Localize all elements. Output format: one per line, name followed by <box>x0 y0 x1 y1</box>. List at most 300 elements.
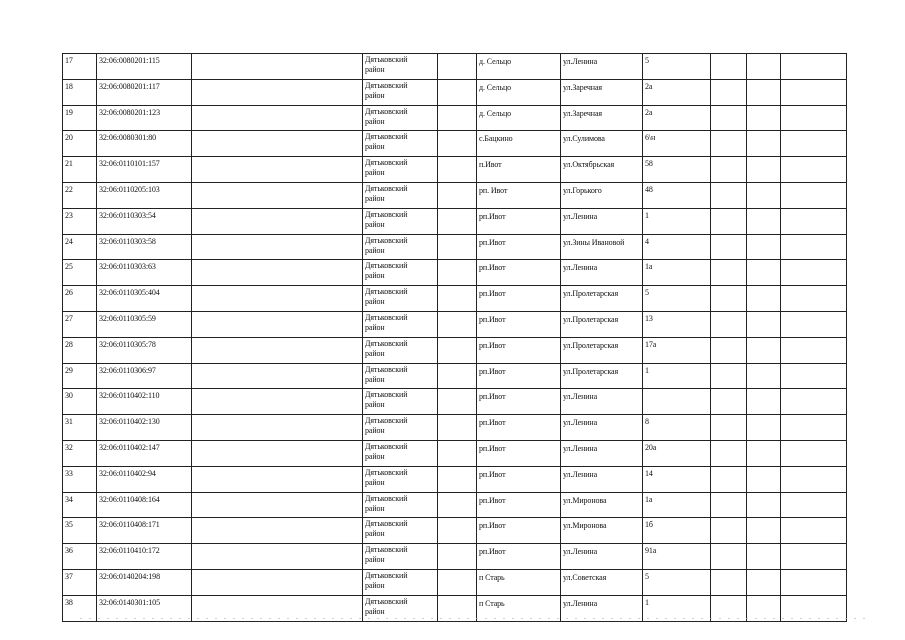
empty-cell <box>438 569 477 595</box>
district-cell <box>363 286 438 312</box>
scan-artifact-line <box>80 618 870 619</box>
district-cell <box>363 544 438 570</box>
district-name: Дятьковский <box>365 106 408 116</box>
district-suffix: район <box>365 451 385 461</box>
cadastral-number-cell: 32:06:0110402:94 <box>97 466 192 492</box>
locality-cell: рп.Ивот <box>477 234 561 260</box>
street-cell: ул.Ленина <box>561 208 643 234</box>
empty-cell <box>747 105 781 131</box>
cadastral-number-cell: 32:06:0110410:172 <box>97 544 192 570</box>
row-number-cell: 35 <box>63 518 97 544</box>
locality-cell: рп.Ивот <box>477 363 561 389</box>
district-name: Дятьковский <box>365 390 408 400</box>
empty-cell <box>781 234 847 260</box>
row-number-cell: 30 <box>63 389 97 415</box>
district-suffix: район <box>365 400 385 410</box>
district-cell <box>363 466 438 492</box>
district-cell <box>363 131 438 157</box>
locality-cell: рп.Ивот <box>477 466 561 492</box>
cadastral-number-cell: 32:06:0140204:198 <box>97 569 192 595</box>
house-number-cell: 91а <box>643 544 711 570</box>
table-row <box>63 182 847 208</box>
locality-cell: рп.Ивот <box>477 208 561 234</box>
locality-cell: рп.Ивот <box>477 260 561 286</box>
table-row <box>63 260 847 286</box>
cadastral-number-cell: 32:06:0110303:58 <box>97 234 192 260</box>
empty-cell <box>781 518 847 544</box>
cadastral-number-cell: 32:06:0110402:130 <box>97 415 192 441</box>
district-cell <box>363 440 438 466</box>
district-suffix: район <box>365 477 385 487</box>
district-suffix: район <box>365 555 385 565</box>
row-number-cell: 31 <box>63 415 97 441</box>
empty-cell <box>781 569 847 595</box>
empty-cell <box>192 131 363 157</box>
district-suffix: район <box>365 193 385 203</box>
empty-cell <box>747 286 781 312</box>
empty-cell <box>711 466 747 492</box>
locality-cell: рп.Ивот <box>477 311 561 337</box>
house-number-cell: 1а <box>643 492 711 518</box>
empty-cell <box>747 440 781 466</box>
district-name: Дятьковский <box>365 235 408 245</box>
locality-cell: рп.Ивот <box>477 415 561 441</box>
locality-cell: рп. Ивот <box>477 182 561 208</box>
empty-cell <box>781 157 847 183</box>
empty-cell <box>781 260 847 286</box>
empty-cell <box>438 415 477 441</box>
empty-cell <box>192 105 363 131</box>
district-name: Дятьковский <box>365 364 408 374</box>
empty-cell <box>747 260 781 286</box>
house-number-cell: 1а <box>643 260 711 286</box>
district-cell <box>363 260 438 286</box>
empty-cell <box>711 131 747 157</box>
empty-cell <box>192 363 363 389</box>
district-name: Дятьковский <box>365 261 408 271</box>
district-cell <box>363 363 438 389</box>
cadastral-number-cell: 32:06:0080201:117 <box>97 79 192 105</box>
district-suffix: район <box>365 245 385 255</box>
table-row <box>63 286 847 312</box>
empty-cell <box>747 131 781 157</box>
empty-cell <box>438 466 477 492</box>
house-number-cell: 13 <box>643 311 711 337</box>
empty-cell <box>711 234 747 260</box>
district-suffix: район <box>365 271 385 281</box>
table-row <box>63 389 847 415</box>
empty-cell <box>747 208 781 234</box>
district-suffix: район <box>365 65 385 74</box>
empty-cell <box>747 415 781 441</box>
cadastral-number-cell: 32:06:0110305:78 <box>97 337 192 363</box>
empty-cell <box>747 234 781 260</box>
district-cell <box>363 337 438 363</box>
empty-cell <box>781 54 847 80</box>
house-number-cell: 5 <box>643 569 711 595</box>
empty-cell <box>711 54 747 80</box>
empty-cell <box>438 234 477 260</box>
house-number-cell: 48 <box>643 182 711 208</box>
street-cell: ул.Сулимова <box>561 131 643 157</box>
district-suffix: район <box>365 219 385 229</box>
table-row <box>63 54 847 80</box>
empty-cell <box>781 311 847 337</box>
empty-cell <box>192 518 363 544</box>
row-number-cell: 28 <box>63 337 97 363</box>
district-cell <box>363 569 438 595</box>
district-name: Дятьковский <box>365 312 408 322</box>
district-name: Дятьковский <box>365 519 408 529</box>
empty-cell <box>711 337 747 363</box>
empty-cell <box>711 79 747 105</box>
row-number-cell: 23 <box>63 208 97 234</box>
empty-cell <box>747 569 781 595</box>
row-number-cell: 32 <box>63 440 97 466</box>
table-row <box>63 131 847 157</box>
locality-cell: рп.Ивот <box>477 518 561 544</box>
table-row <box>63 466 847 492</box>
empty-cell <box>192 544 363 570</box>
cadastral-number-cell: 32:06:0110303:63 <box>97 260 192 286</box>
cadastral-number-cell: 32:06:0080201:123 <box>97 105 192 131</box>
street-cell: ул.Миронова <box>561 518 643 544</box>
empty-cell <box>438 337 477 363</box>
table-row <box>63 208 847 234</box>
cadastral-number-cell: 32:06:0140301:105 <box>97 595 192 621</box>
empty-cell <box>711 157 747 183</box>
street-cell: ул.Горького <box>561 182 643 208</box>
table-row <box>63 105 847 131</box>
empty-cell <box>711 389 747 415</box>
empty-cell <box>781 492 847 518</box>
empty-cell <box>438 79 477 105</box>
empty-cell <box>711 569 747 595</box>
house-number-cell: 5 <box>643 54 711 80</box>
empty-cell <box>438 208 477 234</box>
district-suffix: район <box>365 529 385 539</box>
empty-cell <box>747 157 781 183</box>
empty-cell <box>192 569 363 595</box>
empty-cell <box>781 415 847 441</box>
cadastral-number-cell: 32:06:0110402:110 <box>97 389 192 415</box>
empty-cell <box>192 440 363 466</box>
empty-cell <box>781 337 847 363</box>
house-number-cell: 2а <box>643 105 711 131</box>
empty-cell <box>438 54 477 80</box>
empty-cell <box>781 389 847 415</box>
empty-cell <box>192 286 363 312</box>
empty-cell <box>192 415 363 441</box>
district-cell <box>363 234 438 260</box>
row-number-cell: 22 <box>63 182 97 208</box>
locality-cell: рп.Ивот <box>477 337 561 363</box>
district-name: Дятьковский <box>365 441 408 451</box>
table-row <box>63 363 847 389</box>
table-row <box>63 569 847 595</box>
row-number-cell: 27 <box>63 311 97 337</box>
empty-cell <box>781 182 847 208</box>
cadastral-number-cell: 32:06:0110306:97 <box>97 363 192 389</box>
cadastral-number-cell: 32:06:0110402:147 <box>97 440 192 466</box>
district-cell <box>363 105 438 131</box>
cadastral-number-cell: 32:06:0110305:404 <box>97 286 192 312</box>
district-suffix: район <box>365 374 385 384</box>
empty-cell <box>438 492 477 518</box>
locality-cell: рп.Ивот <box>477 440 561 466</box>
house-number-cell: 1 <box>643 363 711 389</box>
table-row <box>63 311 847 337</box>
district-name: Дятьковский <box>365 596 408 606</box>
empty-cell <box>438 157 477 183</box>
empty-cell <box>711 440 747 466</box>
locality-cell: рп.Ивот <box>477 286 561 312</box>
district-cell <box>363 311 438 337</box>
street-cell: ул.Ленина <box>561 389 643 415</box>
street-cell: ул.Ленина <box>561 440 643 466</box>
district-suffix: район <box>365 606 385 616</box>
empty-cell <box>438 389 477 415</box>
district-suffix: район <box>365 297 385 307</box>
house-number-cell: 14 <box>643 466 711 492</box>
district-name: Дятьковский <box>365 80 408 90</box>
locality-cell: п.Ивот <box>477 157 561 183</box>
empty-cell <box>747 363 781 389</box>
district-suffix: район <box>365 90 385 100</box>
empty-cell <box>747 79 781 105</box>
cadastral-number-cell: 32:06:0080301:80 <box>97 131 192 157</box>
row-number-cell: 33 <box>63 466 97 492</box>
house-number-cell: 6\н <box>643 131 711 157</box>
empty-cell <box>747 544 781 570</box>
row-number-cell: 37 <box>63 569 97 595</box>
street-cell: ул.Ленина <box>561 466 643 492</box>
district-name: Дятьковский <box>365 287 408 297</box>
table-row <box>63 79 847 105</box>
empty-cell <box>192 54 363 80</box>
street-cell: ул.Ленина <box>561 415 643 441</box>
row-number-cell: 18 <box>63 79 97 105</box>
row-number-cell: 21 <box>63 157 97 183</box>
district-name: Дятьковский <box>365 338 408 348</box>
street-cell: ул.Пролетарская <box>561 286 643 312</box>
row-number-cell: 19 <box>63 105 97 131</box>
row-number-cell: 29 <box>63 363 97 389</box>
house-number-cell: 1б <box>643 518 711 544</box>
empty-cell <box>192 311 363 337</box>
empty-cell <box>192 466 363 492</box>
empty-cell <box>711 492 747 518</box>
property-registry-table <box>62 53 847 622</box>
table-body <box>63 54 847 622</box>
empty-cell <box>781 286 847 312</box>
empty-cell <box>781 131 847 157</box>
street-cell: ул.Ленина <box>561 595 643 621</box>
empty-cell <box>438 131 477 157</box>
cadastral-number-cell: 32:06:0110205:103 <box>97 182 192 208</box>
district-suffix: район <box>365 426 385 436</box>
table-row <box>63 518 847 544</box>
cadastral-number-cell: 32:06:0110408:171 <box>97 518 192 544</box>
house-number-cell: 1 <box>643 208 711 234</box>
district-suffix: район <box>365 116 385 126</box>
empty-cell <box>711 182 747 208</box>
district-name: Дятьковский <box>365 416 408 426</box>
empty-cell <box>192 208 363 234</box>
street-cell: ул.Пролетарская <box>561 311 643 337</box>
district-suffix: район <box>365 580 385 590</box>
house-number-cell: 5 <box>643 286 711 312</box>
house-number-cell <box>643 389 711 415</box>
empty-cell <box>438 363 477 389</box>
table-row <box>63 337 847 363</box>
street-cell: ул.Советская <box>561 569 643 595</box>
empty-cell <box>192 492 363 518</box>
table-row <box>63 157 847 183</box>
district-cell <box>363 492 438 518</box>
empty-cell <box>438 286 477 312</box>
district-name: Дятьковский <box>365 545 408 555</box>
empty-cell <box>192 389 363 415</box>
locality-cell: рп.Ивот <box>477 544 561 570</box>
district-name: Дятьковский <box>365 183 408 193</box>
empty-cell <box>192 157 363 183</box>
row-number-cell: 20 <box>63 131 97 157</box>
street-cell: ул.Миронова <box>561 492 643 518</box>
house-number-cell: 2а <box>643 79 711 105</box>
empty-cell <box>192 182 363 208</box>
empty-cell <box>781 363 847 389</box>
district-name: Дятьковский <box>365 158 408 168</box>
locality-cell: д. Сельцо <box>477 79 561 105</box>
empty-cell <box>711 208 747 234</box>
cadastral-number-cell: 32:06:0110101:157 <box>97 157 192 183</box>
street-cell: ул.Пролетарская <box>561 363 643 389</box>
district-name: Дятьковский <box>365 209 408 219</box>
street-cell: ул.Пролетарская <box>561 337 643 363</box>
locality-cell: рп.Ивот <box>477 492 561 518</box>
row-number-cell: 25 <box>63 260 97 286</box>
empty-cell <box>438 182 477 208</box>
table-row <box>63 415 847 441</box>
empty-cell <box>438 260 477 286</box>
table-row <box>63 234 847 260</box>
district-cell <box>363 79 438 105</box>
locality-cell: д. Сельцо <box>477 54 561 80</box>
district-name: Дятьковский <box>365 570 408 580</box>
district-name: Дятьковский <box>365 493 408 503</box>
cadastral-number-cell: 32:06:0110303:54 <box>97 208 192 234</box>
empty-cell <box>747 466 781 492</box>
district-suffix: район <box>365 322 385 332</box>
district-cell <box>363 54 438 80</box>
table-row <box>63 440 847 466</box>
empty-cell <box>781 208 847 234</box>
row-number-cell: 38 <box>63 595 97 621</box>
empty-cell <box>781 440 847 466</box>
empty-cell <box>711 544 747 570</box>
table-row <box>63 544 847 570</box>
cadastral-number-cell: 32:06:0080201:115 <box>97 54 192 80</box>
empty-cell <box>747 337 781 363</box>
empty-cell <box>781 544 847 570</box>
row-number-cell: 36 <box>63 544 97 570</box>
district-name: Дятьковский <box>365 132 408 142</box>
district-cell <box>363 182 438 208</box>
house-number-cell: 20а <box>643 440 711 466</box>
house-number-cell: 17а <box>643 337 711 363</box>
empty-cell <box>747 311 781 337</box>
district-cell <box>363 415 438 441</box>
locality-cell: п Старь <box>477 595 561 621</box>
district-name: Дятьковский <box>365 55 408 64</box>
district-cell <box>363 389 438 415</box>
empty-cell <box>711 518 747 544</box>
house-number-cell: 4 <box>643 234 711 260</box>
row-number-cell: 26 <box>63 286 97 312</box>
street-cell: ул.Заречная <box>561 79 643 105</box>
empty-cell <box>438 105 477 131</box>
empty-cell <box>438 440 477 466</box>
street-cell: ул.Ленина <box>561 544 643 570</box>
row-number-cell: 34 <box>63 492 97 518</box>
cadastral-number-cell: 32:06:0110408:164 <box>97 492 192 518</box>
empty-cell <box>192 337 363 363</box>
empty-cell <box>747 518 781 544</box>
street-cell: ул.Октябрьская <box>561 157 643 183</box>
empty-cell <box>438 544 477 570</box>
empty-cell <box>711 311 747 337</box>
locality-cell: д. Сельцо <box>477 105 561 131</box>
district-suffix: район <box>365 348 385 358</box>
empty-cell <box>711 415 747 441</box>
district-cell <box>363 157 438 183</box>
district-name: Дятьковский <box>365 467 408 477</box>
locality-cell: с.Бацкино <box>477 131 561 157</box>
district-suffix: район <box>365 168 385 178</box>
empty-cell <box>711 363 747 389</box>
house-number-cell: 1 <box>643 595 711 621</box>
empty-cell <box>781 79 847 105</box>
cadastral-number-cell: 32:06:0110305:59 <box>97 311 192 337</box>
empty-cell <box>747 182 781 208</box>
empty-cell <box>781 466 847 492</box>
table-row <box>63 492 847 518</box>
empty-cell <box>747 492 781 518</box>
district-cell <box>363 208 438 234</box>
row-number-cell: 17 <box>63 54 97 80</box>
empty-cell <box>711 260 747 286</box>
street-cell: ул.Ленина <box>561 54 643 80</box>
street-cell: ул.Зины Ивановой <box>561 234 643 260</box>
street-cell: ул.Заречная <box>561 105 643 131</box>
empty-cell <box>711 286 747 312</box>
empty-cell <box>192 260 363 286</box>
empty-cell <box>438 518 477 544</box>
empty-cell <box>747 54 781 80</box>
house-number-cell: 8 <box>643 415 711 441</box>
empty-cell <box>747 389 781 415</box>
district-suffix: район <box>365 142 385 152</box>
empty-cell <box>192 234 363 260</box>
locality-cell: рп.Ивот <box>477 389 561 415</box>
empty-cell <box>711 105 747 131</box>
district-cell <box>363 518 438 544</box>
empty-cell <box>781 105 847 131</box>
locality-cell: п Старь <box>477 569 561 595</box>
empty-cell <box>192 79 363 105</box>
empty-cell <box>438 311 477 337</box>
